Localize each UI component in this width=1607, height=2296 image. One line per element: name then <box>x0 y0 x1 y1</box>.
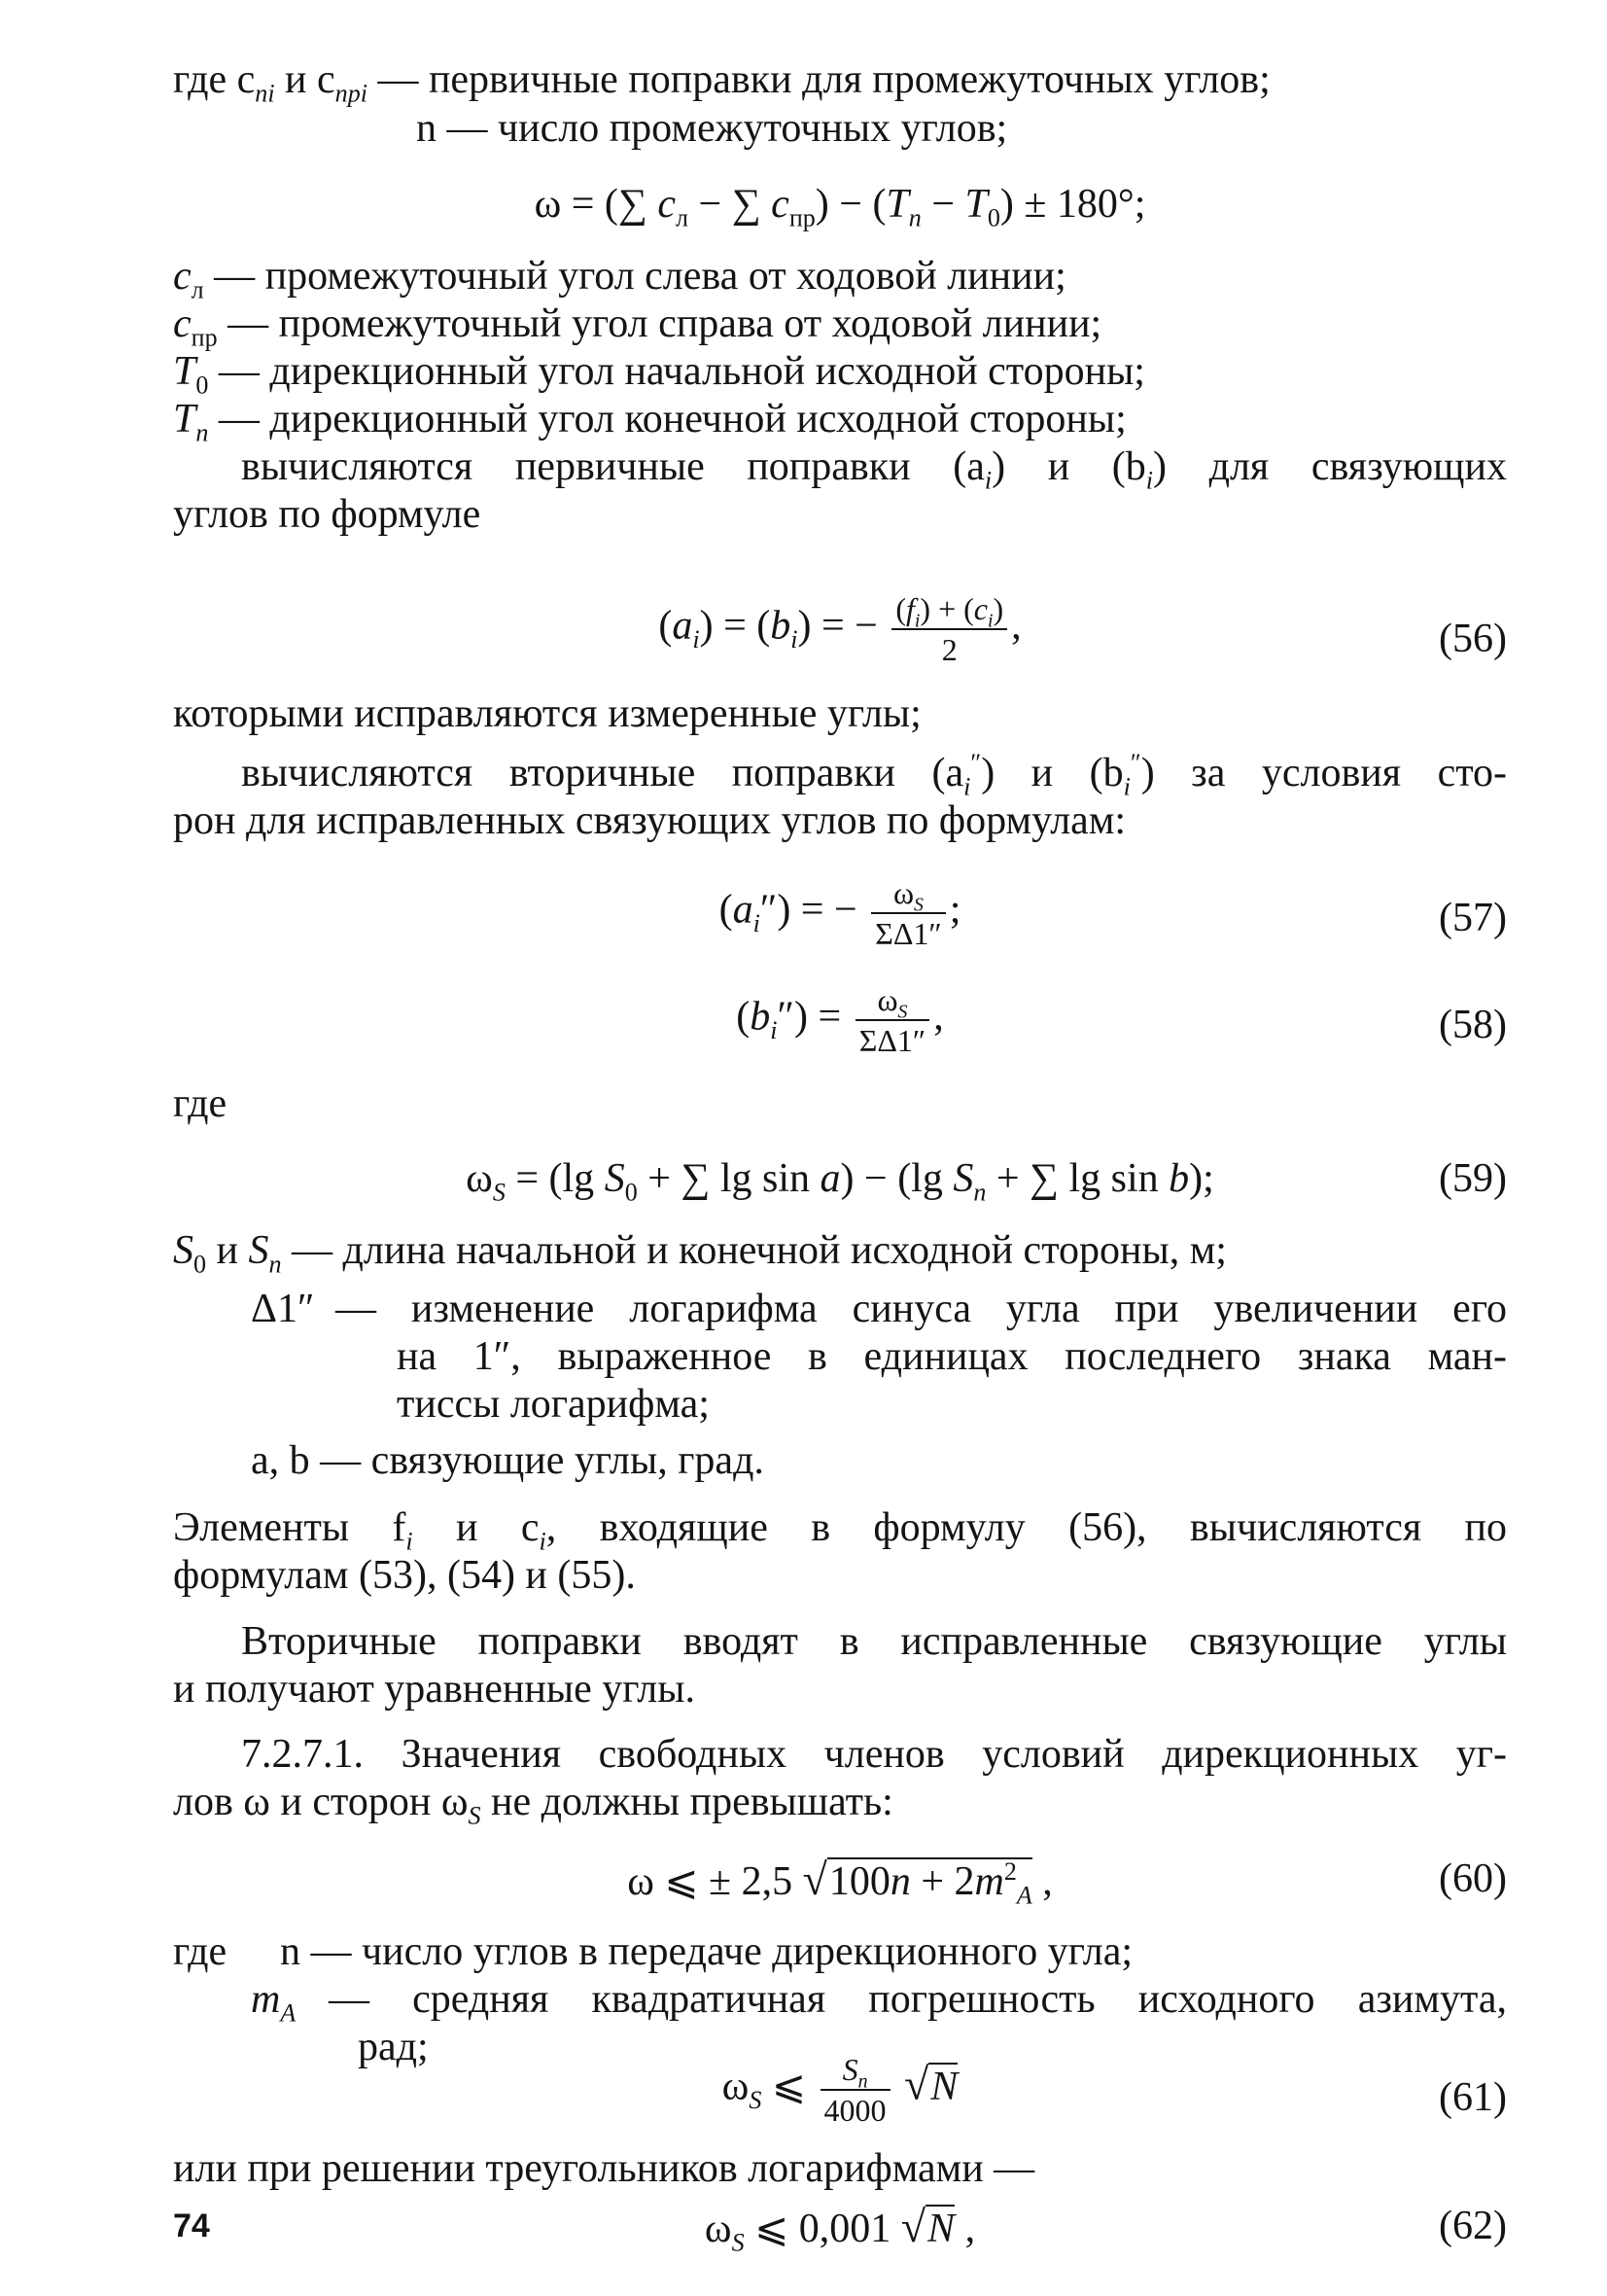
formula-61: $\omega_S$ ⩽ $\frac{S_n}{4000}$ √N <box>721 2052 959 2128</box>
text-line-secondary-intro: Вторичные поправки вводят в исправленные связующие углы <box>241 1619 1507 1664</box>
definition-n-angles: n — число углов в передаче дирекционного угла; <box>280 1929 1134 1974</box>
delta-symbol: Δ1″ <box>251 1287 315 1331</box>
where-label: где <box>173 1929 227 1974</box>
section-7-2-7-1-line2: лов ω и сторон $\omega_S$ не должны превышать: <box>173 1780 893 1830</box>
text-line-sides: рон для исправленных связующих углов по формулам: <box>173 798 1127 843</box>
text-line-primary-corrections: где $c_{ni}$ и $c_{npi}$ — первичные поправки для промежуточных углов; <box>173 57 1271 108</box>
definition-cpr: $c_{пр}$ — промежуточный угол справа от ходовой линии; <box>173 301 1102 352</box>
formula-omega: ω = (∑ $c_л$ − ∑ $c_{пр}) - (T_n - T_0) \pm 180^\circ$; <box>534 182 1146 232</box>
definition-tn: $T_n$ — дирекционный угол конечной исходной стороны; <box>173 397 1127 447</box>
text-line-formulas-ref: формулам (53), (54) и (55). <box>173 1553 636 1598</box>
formula-60: ω ⩽ ± 2,5 $√100n + 2m^2_A$ , <box>627 1854 1053 1910</box>
equation-number-56: (56) <box>1439 617 1507 661</box>
text-line-by-formula: углов по формуле <box>173 492 481 537</box>
text-line-n-angles: n — число промежуточных углов; <box>416 106 1008 151</box>
definition-delta-line2: на 1″, выраженное в единицах последнего знака ман- <box>397 1334 1507 1379</box>
equation-number-62: (62) <box>1439 2204 1507 2248</box>
definition-t0: $T_0$ — дирекционный угол начальной исходной стороны; <box>173 349 1145 400</box>
text-line-elements: Элементы $f_i$ и $c_i$, входящие в формулу (56), вычисляются по <box>173 1505 1508 1556</box>
ma-symbol: $m_A$ <box>251 1977 297 2028</box>
definition-ma-line1: — средняя квадратичная погрешность исходного азимута, <box>329 1977 1507 2022</box>
formula-59: $\omega_S = (\lg$ $S_0$ + ∑ lg sin a) − (lg $S_n$ + ∑ lg sin b); <box>466 1156 1214 1207</box>
equation-number-58: (58) <box>1439 1003 1507 1047</box>
definition-ab: a, b — связующие углы, град. <box>251 1438 764 1483</box>
definition-ma-line2: рад; <box>358 2025 429 2069</box>
page-number: 74 <box>173 2208 210 2244</box>
formula-56: $(a_i) = (b_i)$ = − $\frac{(f_i) + (c_i)}{2}$ , <box>658 591 1022 667</box>
definition-delta-line1: — изменение логарифма синуса угла при увеличении его <box>335 1287 1507 1331</box>
text-line-corrected: которыми исправляются измеренные углы; <box>173 691 922 736</box>
formula-62: $\omega_S$ ⩽ 0,001 √N , <box>704 2202 976 2257</box>
formula-57: $(a_i'')$ = − $\frac{\omega_S}{\Sigma\Delta 1''}$ ; <box>718 875 961 951</box>
section-7-2-7-1-line1: 7.2.7.1. Значения свободных членов условий дирекционных уг- <box>241 1732 1507 1777</box>
definition-delta-line3: тиссы логарифма; <box>397 1382 710 1427</box>
equation-number-59: (59) <box>1439 1156 1507 1201</box>
text-line-logarithms: или при решении треугольников логарифмами — <box>173 2146 1035 2191</box>
text-line-balanced-angles: и получают уравненные углы. <box>173 1667 695 1712</box>
definition-cl: $c_л$ — промежуточный угол слева от ходовой линии; <box>173 254 1066 304</box>
equation-number-60: (60) <box>1439 1856 1507 1901</box>
text-line-primary-calc: вычисляются первичные поправки $(a_i)$ и $(b_i)$ для связующих <box>241 444 1508 495</box>
equation-number-61: (61) <box>1439 2075 1507 2120</box>
equation-number-57: (57) <box>1439 896 1507 940</box>
text-line-where: где <box>173 1081 227 1126</box>
definition-s0-sn: $S_0$ и $S_n$ — длина начальной и конечной исходной стороны, м; <box>173 1228 1227 1279</box>
formula-58: $(b_i'')$ = $\frac{\omega_S}{\Sigma\Delta 1''}$ , <box>736 982 944 1058</box>
text-line-secondary-calc: вычисляются вторичные поправки $(a_i'')$ и $(b_i'')$ за условия сто- <box>241 749 1507 801</box>
